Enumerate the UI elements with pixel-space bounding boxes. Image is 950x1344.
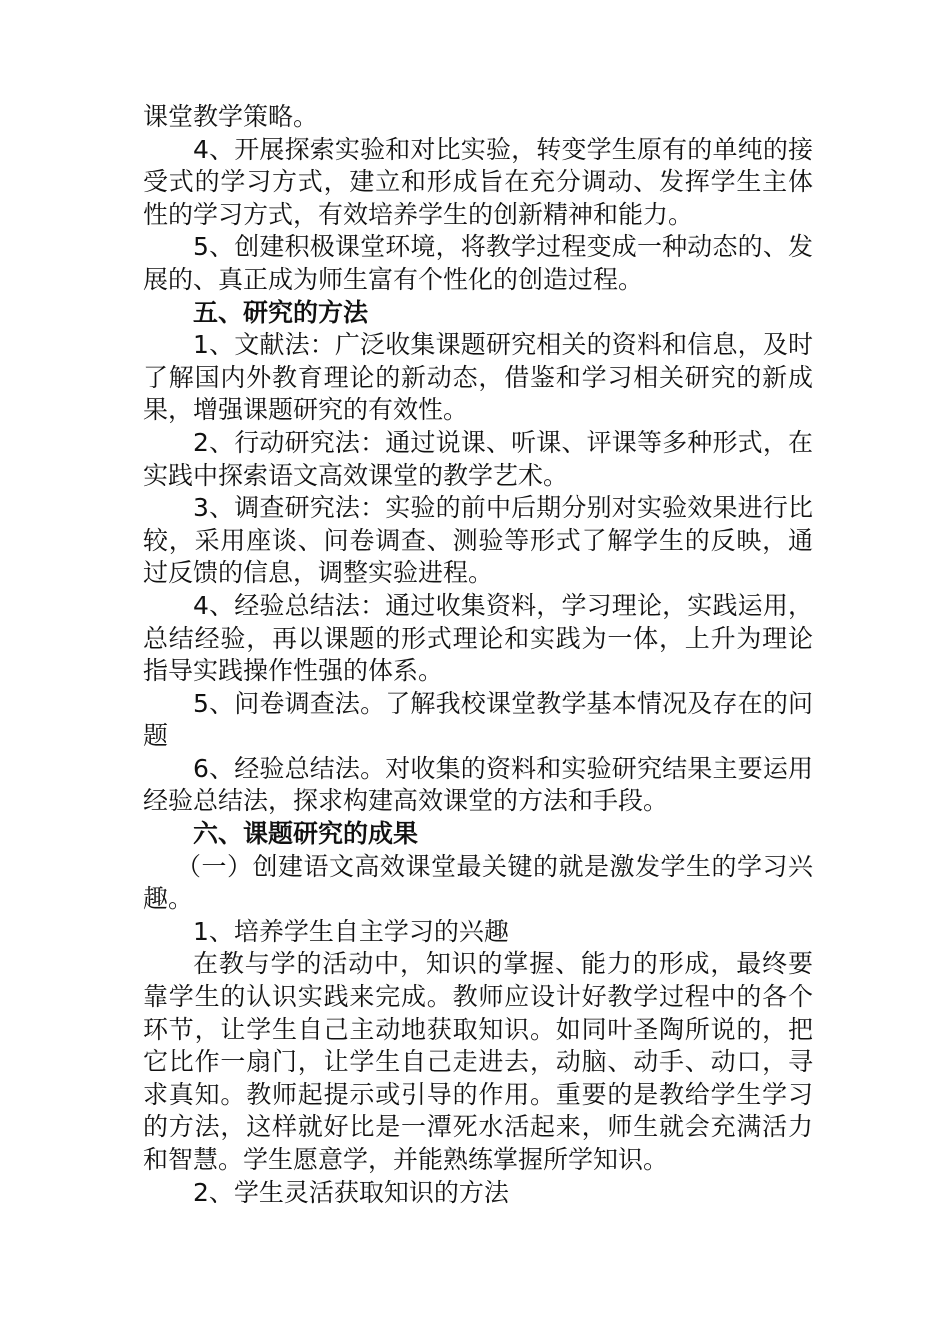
document-body: [143, 101, 813, 1209]
section-heading-research-methods: 五、研究的方法: [193, 297, 369, 327]
paragraph-item-1-self-learning: 1、培养学生自主学习的兴趣: [193, 916, 509, 946]
paragraph-item-5-classroom-environment: 5、创建积极课堂环境，将教学过程变成一种动态的、发展的、真正成为师生富有个性化的创造过程。: [143, 232, 813, 294]
section-heading-research-results: 六、课题研究的成果: [193, 819, 419, 849]
paragraph-method-action-research: 2、行动研究法：通过说课、听课、评课等多种形式，在实践中探索语文高效课堂的教学艺术。: [143, 427, 813, 490]
paragraph-item-2-flexible-methods: 2、学生灵活获取知识的方法: [193, 1177, 509, 1207]
paragraph-method-experience-summary-2: 6、经验总结法。对收集的资料和实验研究结果主要运用经验总结法，探求构建高效课堂的方法和手段。: [143, 753, 813, 816]
paragraph-method-experience-summary: 4、经验总结法：通过收集资料，学习理论，实践运用，总结经验，再以课题的形式理论和实践为一体，上升为理论指导实践操作性强的体系。: [143, 590, 813, 686]
paragraph-item-4-exploration-experiments: 4、开展探索实验和对比实验，转变学生原有的单纯的接受式的学习方式，建立和形成旨在充分调动、发挥学生主体性的学习方式，有效培养学生的创新精神和能力。: [143, 134, 813, 229]
paragraph-body-teaching-activity: 在教与学的活动中，知识的掌握、能力的形成，最终要靠学生的认识实践来完成。教师应设计好教学过程中的各个环节，让学生自己主动地获取知识。如同叶圣陶所说的，把它比作一扇门，让学生自己走进去，动脑、动手、动口，寻求真知。教师起提示或引导的作用。重要的是教给学生学习的方法，这样就好比是一潭死水活起来，师生就会充满活力和智慧。学生愿意学，并能熟练掌握所学知识。: [143, 949, 813, 1174]
paragraph-method-literature: 1、文献法：广泛收集课题研究相关的资料和信息，及时了解国内外教育理论的新动态，借鉴和学习相关研究的新成果，增强课题研究的有效性。: [143, 330, 813, 425]
paragraph-method-questionnaire: 5、问卷调查法。了解我校课堂教学基本情况及存在的问题: [143, 688, 813, 751]
paragraph-continuation: 课堂教学策略。: [143, 102, 319, 131]
subsection-heading-interest: （一）创建语文高效课堂最关键的就是激发学生的学习兴趣。: [143, 851, 813, 914]
paragraph-method-survey-research: 3、调查研究法：实验的前中后期分别对实验效果进行比较，采用座谈、问卷调查、测验等形式了解学生的反映，通过反馈的信息，调整实验进程。: [143, 493, 813, 588]
